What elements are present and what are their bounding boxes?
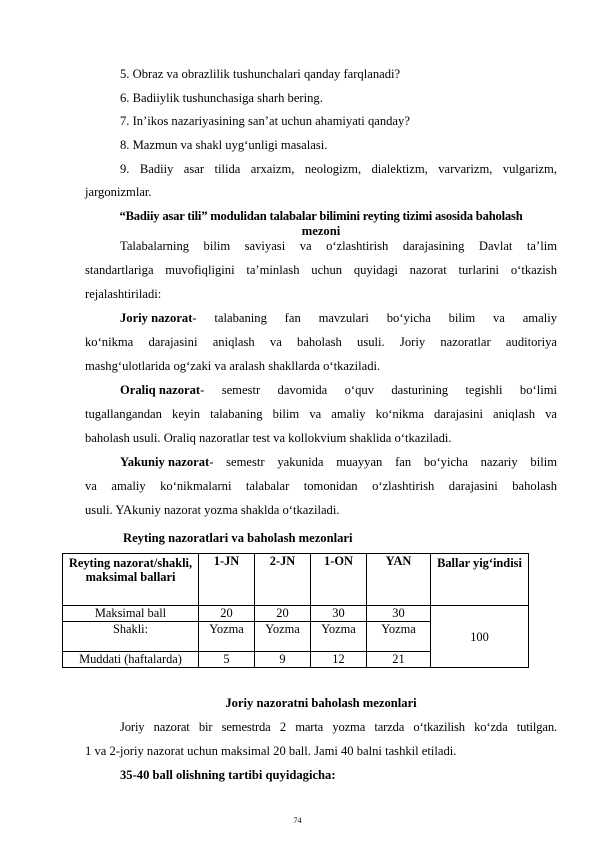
table-cell: 30: [367, 606, 431, 622]
section-title-line1: “Badiiy asar tili” modulidan talabalar bilimini reyting tizimi asosida baholash: [119, 209, 523, 223]
yakuniy-definition: - semestr yakunida muayyan fan bo‘yicha nazariy bilim: [209, 455, 557, 469]
question-7: 7. In’ikos nazariyasining san’at uchun ahamiyati qanday?: [120, 114, 410, 128]
joriy-line3: mashg‘ulotlarida og‘zaki va aralash shakllarda o‘tkaziladi.: [85, 359, 381, 373]
table-cell: Muddati (haftalarda): [63, 652, 199, 668]
oraliq-definition: - semestr davomida o‘quv dasturining tegishli bo‘limi: [200, 383, 557, 397]
table-cell: Yozma: [199, 622, 255, 652]
joriy-line1: [120, 310, 557, 326]
table-cell: 9: [255, 652, 311, 668]
table-cell: 5: [199, 652, 255, 668]
table-cell: 30: [311, 606, 367, 622]
table-cell: 20: [199, 606, 255, 622]
page-number: 74: [293, 816, 302, 825]
criteria-title: Joriy nazoratni baholash mezonlari: [225, 696, 417, 710]
rating-table: [62, 553, 529, 668]
question-5: 5. Obraz va obrazlilik tushunchalari qanday farqlanadi?: [120, 67, 401, 81]
oraliq-line3: baholash usuli. Oraliq nazoratlar test va kollokvium shaklida o‘tkaziladi.: [85, 431, 452, 445]
header-cell: YAN: [367, 554, 431, 606]
table-title: Reyting nazoratlari va baholash mezonlari: [123, 531, 353, 545]
intro-line3: rejalashtiriladi:: [85, 287, 162, 301]
oraliq-term: Oraliq nazorat: [120, 383, 201, 397]
oraliq-line2: tugallangandan keyin talabaning bilim va amaliy ko‘nikma darajasini aniqlash va: [85, 407, 557, 421]
intro-line2: standartlariga muvofiqligini ta’minlash uchun quyidagi nazorat turlarini o‘tkazish: [85, 263, 557, 277]
table-header-row: [63, 554, 529, 606]
yakuniy-line3: usuli. YAkuniy nazorat yozma shaklda o‘tkaziladi.: [85, 503, 340, 517]
section-title-line2: mezoni: [301, 224, 341, 238]
yakuniy-line2: va amaliy ko‘nikmalarni talabalar tomonidan o‘zlashtirish darajasini baholash: [85, 479, 557, 493]
order-title: 35-40 ball olishning tartibi quyidagicha:: [120, 768, 336, 782]
question-9-continuation: jargonizmlar.: [85, 185, 152, 199]
table-cell: 21: [367, 652, 431, 668]
table-cell: Shakli:: [63, 622, 199, 652]
question-8: 8. Mazmun va shakl uyg‘unligi masalasi.: [120, 138, 328, 152]
oraliq-line1: [120, 382, 557, 398]
joriy-line2: ko‘nikma darajasini aniqlash va baholash usuli. Joriy nazoratlar auditoriya: [85, 335, 557, 349]
header-cell: 1-JN: [199, 554, 255, 606]
table-cell: Yozma: [255, 622, 311, 652]
yakuniy-term: Yakuniy nazorat: [120, 455, 210, 469]
header-cell: Reyting nazorat/shakli, maksimal ballari: [63, 554, 199, 606]
table-cell: Yozma: [311, 622, 367, 652]
yakuniy-line1: [120, 454, 557, 470]
table-cell: Yozma: [367, 622, 431, 652]
question-6: 6. Badiiylik tushunchasiga sharh bering.: [120, 91, 323, 105]
criteria-line2: 1 va 2-joriy nazorat uchun maksimal 20 ball. Jami 40 balni tashkil etiladi.: [85, 744, 457, 758]
table-cell: Maksimal ball: [63, 606, 199, 622]
criteria-line1: Joriy nazorat bir semestrda 2 marta yozma tarzda o‘tkazilish ko‘zda tutilgan.: [120, 720, 557, 734]
header-cell: 2-JN: [255, 554, 311, 606]
header-cell: Ballar yig‘indisi: [431, 554, 529, 606]
table-cell: 12: [311, 652, 367, 668]
header-cell: 1-ON: [311, 554, 367, 606]
table-cell: 20: [255, 606, 311, 622]
joriy-definition: - talabaning fan mavzulari bo‘yicha bilim va amaliy: [192, 311, 557, 325]
intro-line1: Talabalarning bilim saviyasi va o‘zlashtirish darajasining Davlat ta’lim: [120, 239, 557, 253]
table-row: [63, 606, 529, 622]
question-9: 9. Badiiy asar tilida arxaizm, neologizm, dialektizm, varvarizm, vulgarizm,: [120, 162, 557, 176]
joriy-term: Joriy nazorat: [120, 311, 193, 325]
total-cell: 100: [431, 606, 529, 668]
